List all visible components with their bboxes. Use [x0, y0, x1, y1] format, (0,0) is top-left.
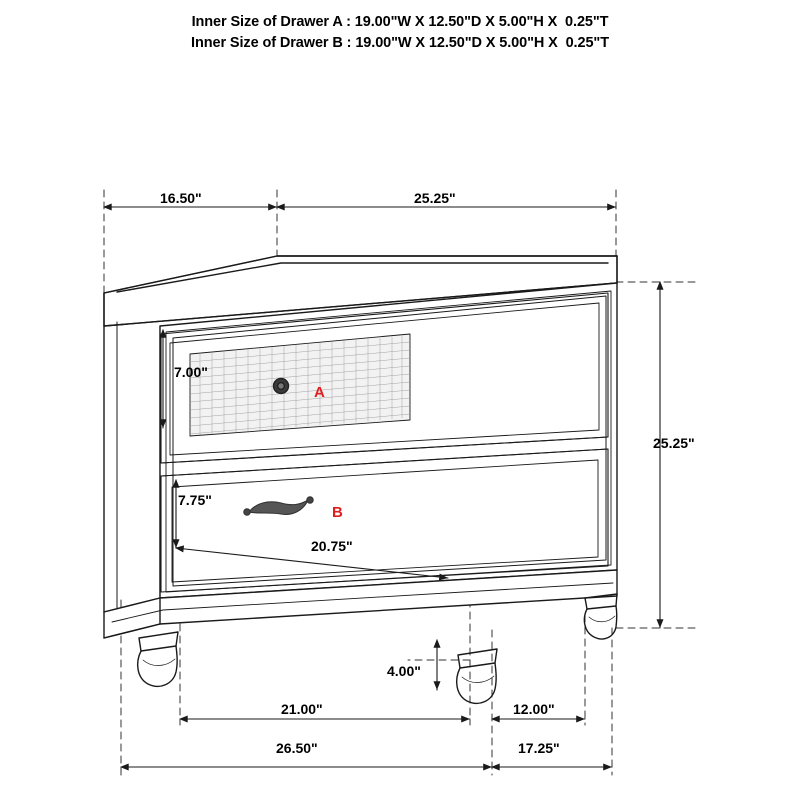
header-line-2: Inner Size of Drawer B : 19.00"W X 12.50"D X 5.00"H X 0.25"T [191, 35, 609, 51]
dim-drawer-b-width: 20.75" [311, 538, 353, 554]
callout-drawer-a: A [314, 384, 325, 401]
dim-top-left: 16.50" [160, 190, 202, 206]
header-line-1: Inner Size of Drawer A : 19.00"W X 12.50"D X 5.00"H X 0.25"T [191, 14, 609, 30]
dim-overall-front: 26.50" [276, 740, 318, 756]
dim-drawer-b-height: 7.75" [178, 492, 212, 508]
dim-base-side: 12.00" [513, 701, 555, 717]
dim-top-right: 25.25" [414, 190, 456, 206]
callout-drawer-b: B [332, 504, 343, 521]
dim-right-height: 25.25" [653, 435, 695, 451]
dim-drawer-a-height: 7.00" [174, 364, 208, 380]
dim-overall-side: 17.25" [518, 740, 560, 756]
dim-base-front: 21.00" [281, 701, 323, 717]
dim-leg-height: 4.00" [387, 663, 421, 679]
